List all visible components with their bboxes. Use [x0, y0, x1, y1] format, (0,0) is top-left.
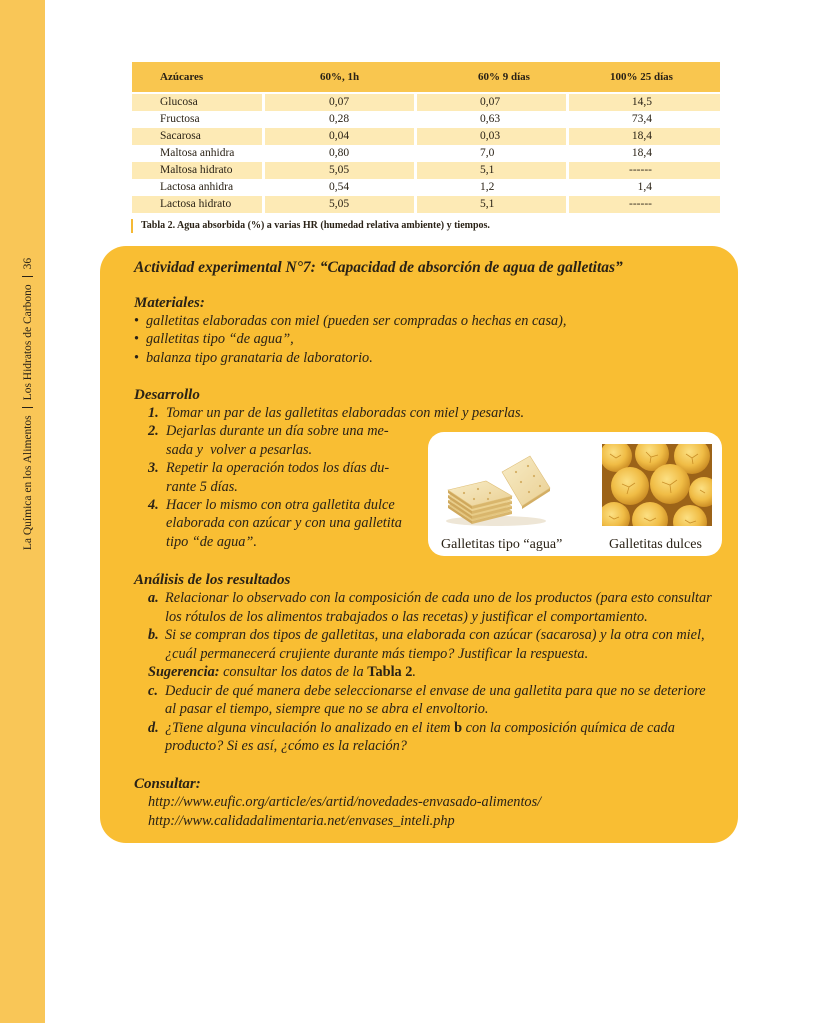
- step-item: [134, 404, 738, 422]
- value-100pct-25d-cell: 18,4: [631, 147, 652, 159]
- reference-link: [134, 793, 738, 812]
- water-absorption-table: [132, 62, 720, 213]
- value-60pct-9d-cell: 1,2: [480, 181, 495, 193]
- table-row: [132, 196, 720, 213]
- sugar-name-cell: Lactosa hidrato: [132, 196, 262, 213]
- item-text: producto? Si es así, ¿cómo es la relación?: [165, 738, 407, 755]
- analysis-continuation: [134, 737, 738, 756]
- item-text: los rótulos de los alimentos trabajados o las recetas) y justificar el comportamiento.: [165, 608, 648, 625]
- list-item-text: galletitas elaboradas con miel (pueden ser compradas o hechas en casa),: [146, 313, 567, 329]
- value-60pct-1h-cell: 0,54: [329, 181, 350, 193]
- item-letter: d.: [148, 719, 159, 736]
- cookies-caption: Galletitas dulces: [609, 537, 702, 552]
- step-number: 4.: [148, 497, 159, 514]
- water-crackers-photo: [444, 446, 552, 528]
- sugar-name-cell: Lactosa anhidra: [160, 181, 234, 193]
- analysis-item: [134, 589, 738, 608]
- separator: [22, 407, 33, 408]
- item-text: al pasar el tiempo, siempre que no se abra el envoltorio.: [165, 701, 489, 718]
- value-60pct-1h-cell: 0,28: [329, 113, 350, 125]
- list-item-text: balanza tipo granataria de laboratorio.: [146, 349, 373, 366]
- separator: [22, 276, 33, 277]
- sugar-name-cell: Sacarosa: [132, 128, 262, 145]
- item-reference-letter: b: [454, 719, 463, 736]
- step-text: Hacer lo mismo con otra galletita dulce: [166, 497, 395, 514]
- value-60pct-9d-cell: 0,07: [417, 94, 566, 111]
- value-100pct-25d-cell: 1,4: [637, 181, 652, 193]
- step-text: elaborada con azúcar y con una galletita: [166, 515, 402, 532]
- table-row: [132, 179, 720, 196]
- list-item: [134, 349, 738, 367]
- materials-heading: Materiales:: [134, 294, 205, 311]
- item-letter: c.: [148, 682, 158, 699]
- column-header-sugars: Azúcares: [160, 71, 204, 83]
- value-60pct-1h-cell: 0,80: [329, 147, 350, 159]
- suggestion-text: consultar los datos de la: [219, 664, 368, 681]
- bullet-icon: •: [134, 349, 140, 366]
- sugar-name-cell: Fructosa: [160, 113, 200, 125]
- value-60pct-1h-cell: 5,05: [265, 196, 414, 213]
- step-text: rante 5 días.: [166, 478, 238, 495]
- analysis-item: [134, 719, 738, 738]
- step-number: 1.: [148, 405, 159, 422]
- value-100pct-25d-cell: 73,4: [631, 113, 652, 125]
- step-text: tipo “de agua”.: [166, 533, 257, 550]
- materials-section: [134, 294, 738, 368]
- table-row: [132, 162, 720, 179]
- reference-url[interactable]: http://www.eufic.org/article/es/artid/novedades-envasado-alimentos/: [148, 794, 542, 811]
- item-text: Si se compran dos tipos de galletitas, una elaborada con azúcar (sacarosa) y la otra con miel,: [165, 627, 705, 644]
- step-number: 2.: [148, 423, 159, 440]
- item-text: ¿cuál permanecerá crujiente durante más tiempo? Justificar la respuesta.: [165, 645, 589, 662]
- item-letter: a.: [148, 590, 159, 607]
- sugar-name-cell: Glucosa: [132, 94, 262, 111]
- table-row: [132, 94, 720, 111]
- value-60pct-9d-cell: 5,1: [417, 162, 566, 179]
- table-header-row: [132, 62, 720, 92]
- photo-panel: [428, 432, 722, 556]
- page-number: 36: [22, 257, 34, 270]
- analysis-heading: Análisis de los resultados: [134, 571, 291, 588]
- step-text: sada y volver a pesarlas.: [166, 441, 313, 458]
- item-text: Relacionar lo observado con la composición de cada uno de los productos (para esto consultar: [165, 590, 712, 607]
- running-head: [20, 234, 36, 574]
- consult-heading: Consultar:: [134, 775, 201, 792]
- book-title: La Química en los Alimentos: [22, 415, 34, 551]
- sweet-cookies-photo: [602, 444, 712, 526]
- analysis-continuation: [134, 608, 738, 627]
- sugar-name-cell: Maltosa anhidra: [160, 147, 235, 159]
- value-60pct-1h-cell: 5,05: [265, 162, 414, 179]
- value-60pct-9d-cell: 0,03: [417, 128, 566, 145]
- step-text: Tomar un par de las galletitas elaboradas con miel y pesarlas.: [166, 405, 525, 422]
- reference-link: [134, 812, 738, 831]
- analysis-continuation: [134, 700, 738, 719]
- table-reference: Tabla 2: [367, 664, 413, 681]
- table-row: [132, 128, 720, 145]
- analysis-continuation: [134, 645, 738, 664]
- crackers-caption: Galletitas tipo “agua”: [441, 537, 563, 552]
- step-text: Dejarlas durante un día sobre una me-: [166, 423, 389, 440]
- value-100pct-25d-cell: ------: [569, 162, 720, 179]
- column-header-100pct-25d: 100% 25 días: [610, 71, 673, 83]
- column-header-60pct-1h: 60%, 1h: [320, 71, 360, 83]
- list-item-text: galletitas tipo “de agua”,: [146, 331, 294, 348]
- suggestion-end: .: [412, 664, 416, 681]
- step-number: 3.: [148, 460, 159, 477]
- consult-section: [134, 775, 738, 831]
- suggestion-line: [134, 663, 738, 682]
- list-item: [134, 312, 738, 330]
- list-item: [134, 330, 738, 348]
- value-60pct-1h-cell: 0,04: [265, 128, 414, 145]
- analysis-item: [134, 682, 738, 701]
- suggestion-label: Sugerencia:: [148, 664, 220, 681]
- table-row: [132, 145, 720, 162]
- item-letter: b.: [148, 627, 159, 644]
- item-text: Deducir de qué manera debe seleccionarse el envase de una galletita para que no se deteriore: [165, 682, 706, 699]
- column-header-60pct-9d: 60% 9 días: [478, 71, 530, 83]
- activity-box: [100, 246, 738, 843]
- bullet-icon: •: [134, 331, 140, 348]
- value-60pct-1h-cell: 0,07: [265, 94, 414, 111]
- value-100pct-25d-cell: 14,5: [569, 94, 720, 111]
- step-text: Repetir la operación todos los días du-: [166, 460, 390, 477]
- reference-url[interactable]: http://www.calidadalimentaria.net/envases_inteli.php: [148, 812, 455, 829]
- sugar-name-cell: Maltosa hidrato: [132, 162, 262, 179]
- analysis-section: [134, 571, 738, 756]
- chapter-title: Los Hidratos de Carbono: [22, 284, 34, 401]
- activity-title: Actividad experimental N°7: “Capacidad de absorción de agua de galletitas”: [134, 259, 623, 276]
- value-100pct-25d-cell: 18,4: [569, 128, 720, 145]
- value-60pct-9d-cell: 0,63: [480, 113, 501, 125]
- item-text: con la composición química de cada: [462, 719, 675, 736]
- table-caption: Tabla 2. Agua absorbida (%) a varias HR (humedad relativa ambiente) y tiempos.: [131, 219, 490, 233]
- procedure-heading: Desarrollo: [134, 386, 200, 403]
- value-60pct-9d-cell: 7,0: [480, 147, 495, 159]
- value-60pct-9d-cell: 5,1: [417, 196, 566, 213]
- table-row: [132, 111, 720, 128]
- item-text: ¿Tiene alguna vinculación lo analizado en el item: [165, 719, 455, 736]
- analysis-item: [134, 626, 738, 645]
- value-100pct-25d-cell: ------: [569, 196, 720, 213]
- bullet-icon: •: [134, 313, 140, 329]
